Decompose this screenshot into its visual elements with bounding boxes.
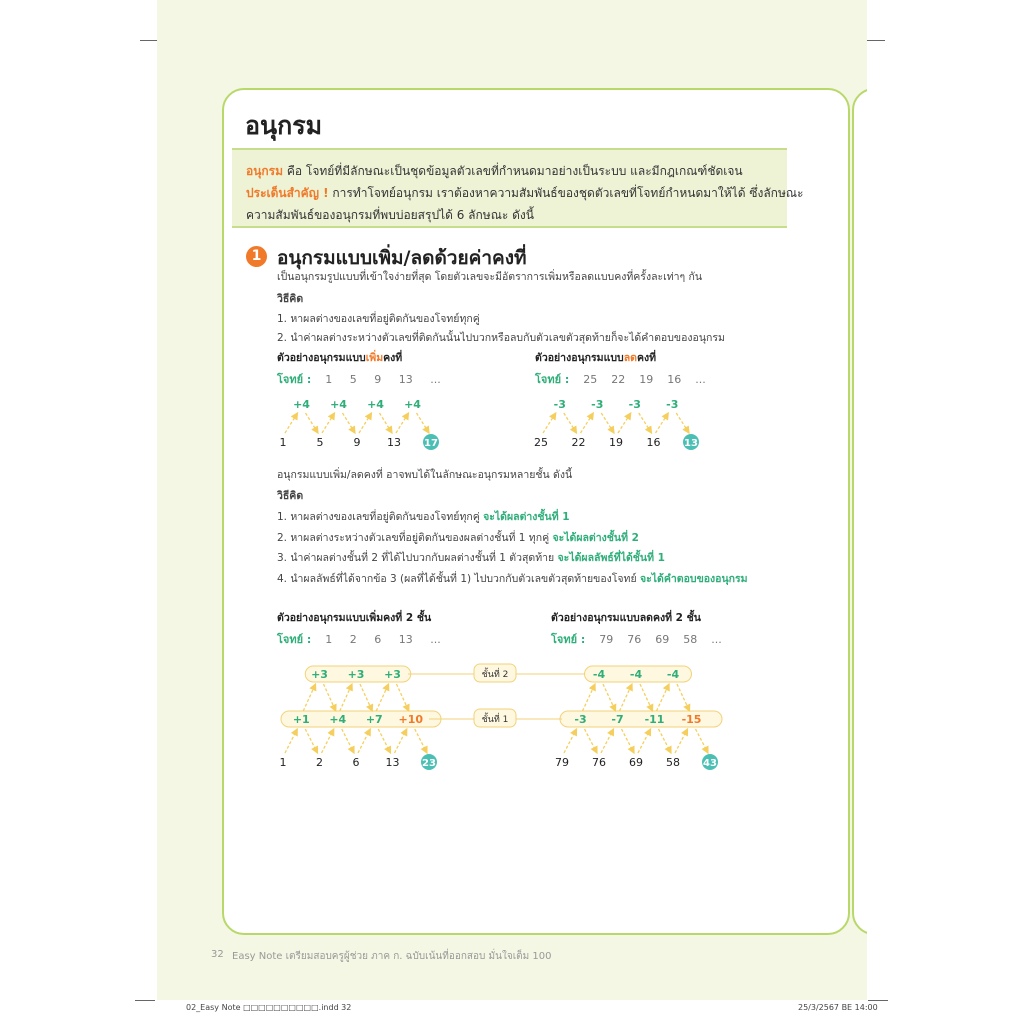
sequence-term: 6	[352, 756, 360, 769]
footer-text: Easy Note เตรียมสอบครูผู้ช่วย ภาค ก. ฉบับเน้นที่ออกสอบ มั่นใจเต็ม 100	[232, 951, 552, 962]
sequence-term: 79	[555, 756, 569, 769]
arrow	[601, 413, 614, 433]
method-step: 3. นำค่าผลต่างชั้นที่ 2 ที่ได้ไปบวกกับผลต่างชั้นที่ 1 ตัวสุดท้าย จะได้ผลลัพธ์ที่ได้ชั้นที่ 1	[277, 552, 665, 564]
arrow	[343, 413, 356, 433]
sequence-term: 58	[666, 756, 680, 769]
sequence-term: 2	[316, 756, 323, 769]
sequence-term: 5	[316, 436, 324, 449]
slug-timestamp: 25/3/2567 BE 14:00	[798, 1003, 878, 1012]
sequence-term: 9	[353, 436, 361, 449]
section-heading: อนุกรมแบบเพิ่ม/ลดด้วยค่าคงที่	[277, 247, 527, 269]
difference-label: +4	[330, 398, 347, 411]
arrow	[342, 729, 354, 753]
arrow	[322, 413, 335, 433]
arrow	[380, 413, 393, 433]
difference-label: -3	[666, 398, 679, 411]
level1-difference: +1	[292, 713, 310, 726]
level2-difference: +3	[384, 668, 401, 681]
level1-badge-label: ชั้นที่ 1	[481, 715, 509, 725]
arrow	[378, 729, 390, 753]
level1-difference: -11	[644, 713, 665, 726]
slug-filename: 02_Easy Note □□□□□□□□□□.indd 32	[186, 1003, 352, 1012]
level2-difference: -4	[666, 668, 680, 681]
definition-text: คือ โจทย์ที่มีลักษณะเป็นชุดข้อมูลตัวเลขที่กำหนดมาอย่างเป็นระบบ และมีกฎเกณฑ์ชัดเจน	[283, 164, 743, 178]
sequence-term: 13	[385, 756, 400, 769]
arrow	[359, 413, 372, 433]
arrow	[659, 729, 672, 753]
example-decrease-problem: โจทย์ : 25 22 19 16 ...	[535, 373, 706, 386]
arrow	[397, 684, 409, 711]
arrow	[601, 729, 614, 753]
arrow	[340, 684, 352, 711]
arrow	[322, 729, 334, 753]
level1-difference: +7	[365, 713, 383, 726]
multi-level-intro: อนุกรมแบบเพิ่ม/ลดคงที่ อาจพบได้ในลักษณะอนุกรมหลายชั้น ดังนี้	[277, 469, 573, 481]
level2-badge-label: ชั้นที่ 2	[481, 670, 509, 680]
arrow	[622, 729, 635, 753]
arrow	[415, 729, 427, 753]
sequence-term: 16	[646, 436, 661, 449]
level2-difference: -4	[592, 668, 606, 681]
arrow	[285, 729, 297, 753]
arrow	[657, 684, 670, 711]
method-step: 2. หาผลต่างระหว่างตัวเลขที่อยู่ติดกันของผลต่างชั้นที่ 1 ทุกคู่ จะได้ผลต่างชั้นที่ 2	[277, 532, 639, 544]
arrow	[564, 729, 577, 753]
sequence-term: 19	[609, 436, 623, 449]
method-step: 4. นำผลลัพธ์ที่ได้จากข้อ 3 (ผลที่ได้ชั้นที่ 1) ไปบวกกับตัวเลขตัวสุดท้ายของโจทย์ จะได้คำตอบของอนุกรม	[277, 573, 748, 585]
key-point-label: ประเด็นสำคัญ !	[246, 186, 329, 200]
arrow	[656, 413, 669, 433]
difference-label: -3	[628, 398, 641, 411]
section-number-badge: 1	[246, 246, 267, 267]
arrow	[639, 413, 652, 433]
arrow	[303, 684, 315, 711]
level1-difference: -15	[681, 713, 702, 726]
difference-label: -3	[591, 398, 604, 411]
page-title: อนุกรม	[245, 111, 323, 140]
example-increase-problem: โจทย์ : 1 5 9 13 ...	[277, 373, 441, 386]
arrow	[583, 684, 596, 711]
method-step: 2. นำค่าผลต่างระหว่างตัวเลขที่ติดกันนั้นไปบวกหรือลบกับตัวเลขตัวสุดท้ายก็จะได้คำตอบของอนุกรม	[277, 332, 725, 344]
arrow	[620, 684, 633, 711]
arrow	[585, 729, 598, 753]
arrow	[285, 413, 298, 433]
level1-difference: +10	[398, 713, 424, 726]
sequence-term: 22	[571, 436, 586, 449]
arrow	[543, 413, 556, 433]
definition-line-3: ความสัมพันธ์ของอนุกรมที่พบบ่อยสรุปได้ 6 ลักษณะ ดังนี้	[246, 208, 534, 222]
sequence-term: 1	[279, 436, 287, 449]
difference-label: +4	[293, 398, 310, 411]
page-number: 32	[211, 949, 224, 960]
sequence-term: 25	[534, 436, 548, 449]
arrow	[417, 413, 430, 433]
sequence-term: 13	[387, 436, 401, 449]
level1-difference: -7	[611, 713, 624, 726]
arrow	[305, 729, 317, 753]
answer-value: 17	[424, 438, 438, 449]
answer-value: 13	[684, 438, 698, 449]
arrow	[618, 413, 631, 433]
arrow	[677, 684, 690, 711]
arrow	[360, 684, 372, 711]
method-label: วิธีคิด	[277, 293, 304, 305]
arrow	[675, 729, 688, 753]
section-intro: เป็นอนุกรมรูปแบบที่เข้าใจง่ายที่สุด โดยตัวเลขจะมีอัตราการเพิ่มหรือลดแบบคงที่ครั้งละเท่าๆ กัน	[277, 271, 703, 283]
level2-difference: +3	[311, 668, 328, 681]
arrow	[396, 413, 409, 433]
arrow	[638, 729, 651, 753]
arrow	[676, 413, 689, 433]
arrow	[306, 413, 319, 433]
difference-label: +4	[404, 398, 421, 411]
arrow	[581, 413, 594, 433]
arrow	[358, 729, 370, 753]
arrow	[395, 729, 407, 753]
level2-difference: +3	[347, 668, 365, 681]
level1-difference: +4	[329, 713, 347, 726]
sequence-term: 69	[629, 756, 643, 769]
example2-increase-title: ตัวอย่างอนุกรมแบบเพิ่มคงที่ 2 ชั้น	[277, 612, 432, 624]
answer-value: 43	[703, 758, 717, 769]
arrow	[696, 729, 709, 753]
level2-difference: -4	[629, 668, 643, 681]
arrow	[324, 684, 336, 711]
example2-increase-problem: โจทย์ : 1 2 6 13 ...	[277, 633, 441, 646]
arrow	[640, 684, 653, 711]
method-label: วิธีคิด	[277, 490, 304, 502]
key-point-text: การทำโจทย์อนุกรม เราต้องหาความสัมพันธ์ของชุดตัวเลขที่โจทย์กำหนดมาให้ได้ ซึ่งลักษณะ	[328, 186, 804, 200]
example2-decrease-problem: โจทย์ : 79 76 69 58 ...	[551, 633, 722, 646]
arrow	[564, 413, 577, 433]
level1-difference: -3	[574, 713, 587, 726]
arrow	[603, 684, 616, 711]
sequence-term: 1	[279, 756, 287, 769]
difference-label: +4	[367, 398, 384, 411]
sequence-term: 76	[592, 756, 606, 769]
method-step: 1. หาผลต่างของเลขที่อยู่ติดกันของโจทย์ทุกคู่ จะได้ผลต่างชั้นที่ 1	[277, 511, 570, 523]
example2-decrease-title: ตัวอย่างอนุกรมแบบลดคงที่ 2 ชั้น	[551, 612, 701, 624]
example-increase-title: ตัวอย่างอนุกรมแบบเพิ่มคงที่	[277, 352, 403, 364]
arrow	[376, 684, 388, 711]
definition-term: อนุกรม	[246, 164, 284, 178]
difference-label: -3	[553, 398, 566, 411]
answer-value: 23	[422, 758, 436, 769]
method-step: 1. หาผลต่างของเลขที่อยู่ติดกันของโจทย์ทุกคู่	[277, 313, 480, 325]
example-decrease-title: ตัวอย่างอนุกรมแบบลดคงที่	[535, 352, 657, 364]
